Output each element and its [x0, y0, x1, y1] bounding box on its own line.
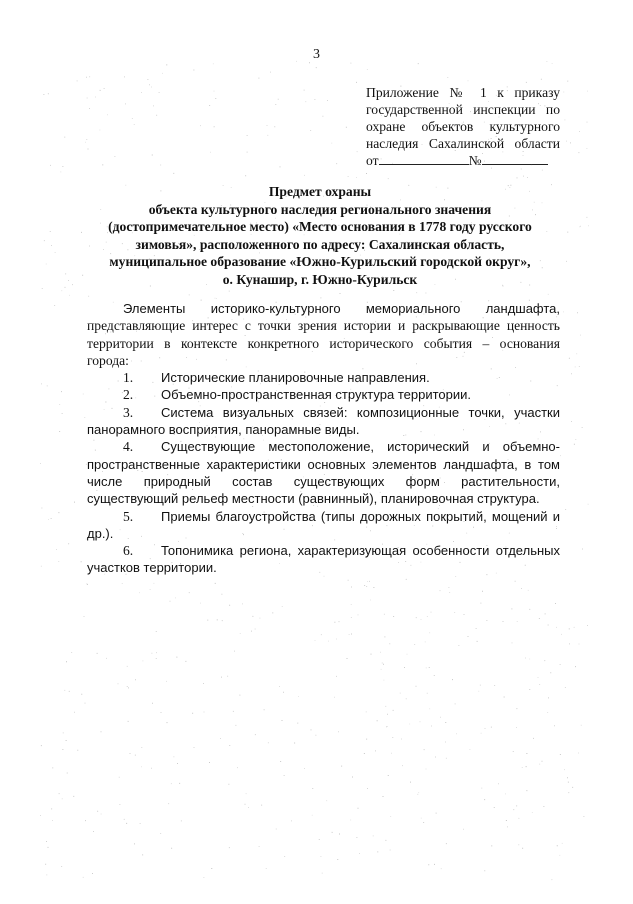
item-text: Система визуальных связей: композиционные точки, участки: [161, 404, 560, 420]
heading-line: зимовья», расположенного по адресу: Сахалинская область,: [135, 236, 505, 252]
item-text: числе природный состав существующих форм растительности,: [87, 473, 560, 489]
list-item: [87, 542, 560, 559]
list-item: [87, 508, 560, 525]
appendix-line: государственной инспекции по: [366, 102, 560, 117]
intro-line: территории в контексте конкретного исторического события – основания: [87, 335, 560, 351]
item-text: Топонимика региона, характеризующая особенности отдельных: [161, 543, 560, 559]
item-number: 5.: [123, 508, 134, 524]
document-body: [87, 300, 560, 577]
date-prefix: от: [366, 153, 379, 168]
item-number: 6.: [123, 543, 134, 559]
item-number: 2.: [123, 387, 134, 403]
item-text: участков территории.: [87, 560, 217, 576]
appendix-line: наследия Сахалинской области: [366, 136, 560, 151]
date-blank: [379, 152, 469, 165]
item-text: пространственные характеристики основных элементов ландшафта, в том: [87, 456, 560, 472]
list-item: [87, 404, 560, 421]
number-blank: [482, 152, 548, 165]
item-text: существующий рельеф местности (равнинный), планировочная структура.: [87, 491, 540, 507]
appendix-line: Приложение № 1 к приказу: [366, 85, 560, 100]
heading-line: объекта культурного наследия регионального значения: [148, 201, 492, 217]
item-text: Исторические планировочные направления.: [161, 370, 430, 386]
number-prefix: №: [468, 153, 482, 168]
page-number: 3: [313, 47, 320, 62]
heading-line: о. Кунашир, г. Южно-Курильск: [222, 271, 418, 287]
item-text: Существующие местоположение, исторический и объемно-: [161, 439, 560, 455]
list-item: [87, 438, 560, 455]
item-text: др.).: [87, 525, 114, 541]
appendix-block: [366, 84, 560, 169]
document-heading: [80, 183, 560, 288]
heading-title: Предмет охраны: [268, 184, 372, 199]
item-text: Приемы благоустройства (типы дорожных покрытий, мощений и: [161, 508, 560, 524]
item-number: 1.: [123, 370, 134, 386]
item-number: 3.: [123, 404, 134, 420]
item-number: 4.: [123, 439, 134, 455]
item-text: панорамного восприятия, панорамные виды.: [87, 422, 360, 438]
heading-line: (достопримечательное место) «Место основания в 1778 году русского: [108, 219, 532, 234]
intro-line: представляющие интерес с точки зрения истории и раскрывающие ценность: [87, 318, 560, 334]
intro-line: Элементы историко-культурного мемориального ландшафта,: [123, 301, 560, 316]
list-item: [87, 386, 560, 403]
appendix-date-line: [366, 152, 560, 169]
heading-line: муниципальное образование «Южно-Курильский городской округ»,: [109, 254, 531, 269]
appendix-line: охране объектов культурного: [366, 119, 560, 134]
list-item: [87, 369, 560, 386]
intro-line: города:: [87, 352, 129, 368]
item-text: Объемно-пространственная структура территории.: [161, 387, 471, 403]
